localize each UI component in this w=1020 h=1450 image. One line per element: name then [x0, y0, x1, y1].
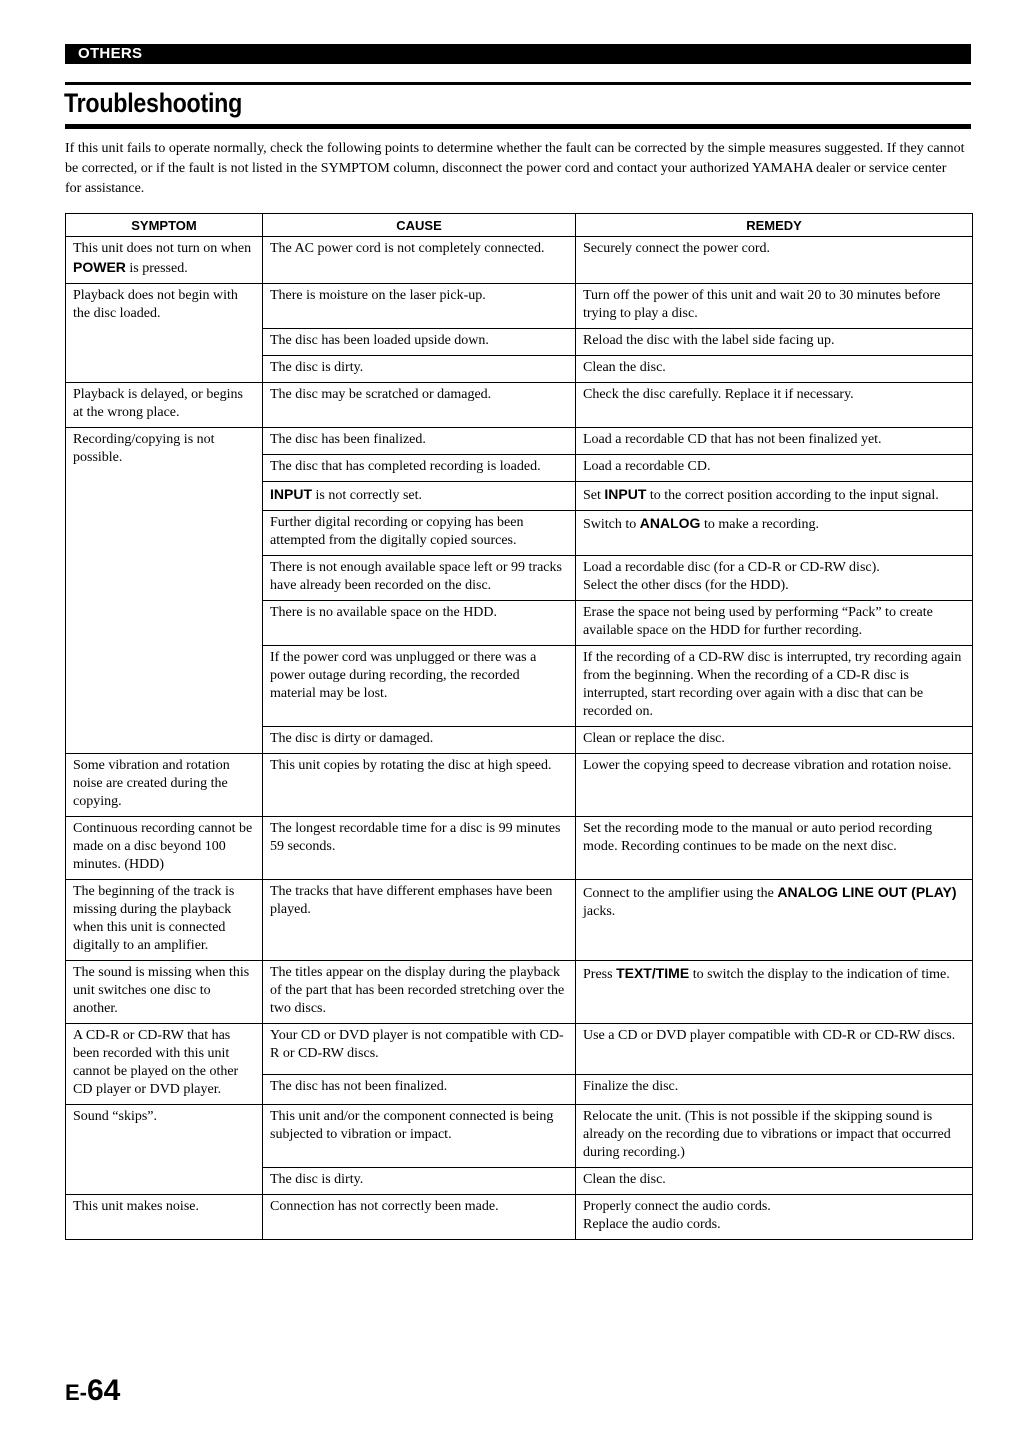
remedy-cell: Clean the disc. [576, 356, 973, 383]
symptom-cell: A CD-R or CD-RW that has been recorded with this unit cannot be played on the other CD player or DVD player. [66, 1024, 263, 1105]
table-row [66, 1024, 973, 1075]
remedy-cell: Clean or replace the disc. [576, 727, 973, 754]
table-row [66, 961, 973, 1024]
cause-cell: If the power cord was unplugged or there was a power outage during recording, the recorded material may be lost. [263, 646, 576, 727]
cause-cell: Your CD or DVD player is not compatible with CD-R or CD-RW discs. [263, 1024, 576, 1075]
remedy-cell: Properly connect the audio cords. Replace the audio cords. [576, 1195, 973, 1240]
remedy-cell: Securely connect the power cord. [576, 237, 973, 284]
table-row [66, 1195, 973, 1240]
page-title: Troubleshooting [64, 88, 243, 118]
cause-cell: This unit and/or the component connected is being subjected to vibration or impact. [263, 1105, 576, 1168]
table-row [66, 237, 973, 284]
cause-cell: The disc has not been finalized. [263, 1074, 576, 1104]
table-row [66, 880, 973, 961]
cause-cell: The disc is dirty or damaged. [263, 727, 576, 754]
symptom-cell: This unit does not turn on when POWER is pressed. [66, 237, 263, 284]
cause-cell: Further digital recording or copying has been attempted from the digitally copied sources. [263, 511, 576, 556]
remedy-cell: Load a recordable CD. [576, 455, 973, 482]
remedy-cell: Check the disc carefully. Replace it if necessary. [576, 383, 973, 428]
remedy-cell: Reload the disc with the label side facing up. [576, 329, 973, 356]
section-header-bar [65, 44, 971, 64]
remedy-cell: Set the recording mode to the manual or auto period recording mode. Recording continues to be made on the next disc. [576, 817, 973, 880]
symptom-cell: The beginning of the track is missing during the playback when this unit is connected digitally to an amplifier. [66, 880, 263, 961]
text-time-key-label: TEXT/TIME [616, 965, 690, 981]
remedy-cell: Relocate the unit. (This is not possible if the skipping sound is already on the recording due to vibrations or impact that occurred during recording.) [576, 1105, 973, 1168]
remedy-cell: Load a recordable disc (for a CD-R or CD-RW disc). Select the other discs (for the HDD). [576, 556, 973, 601]
remedy-cell: Connect to the amplifier using the ANALOG LINE OUT (PLAY) jacks. [576, 880, 973, 961]
remedy-cell: Switch to ANALOG to make a recording. [576, 511, 973, 556]
symptom-cell: Playback is delayed, or begins at the wrong place. [66, 383, 263, 428]
cause-cell: The AC power cord is not completely connected. [263, 237, 576, 284]
cause-cell: Connection has not correctly been made. [263, 1195, 576, 1240]
cause-cell: The longest recordable time for a disc is 99 minutes 59 seconds. [263, 817, 576, 880]
cause-cell: There is not enough available space left or 99 tracks have already been recorded on the disc. [263, 556, 576, 601]
symptom-cell: Continuous recording cannot be made on a disc beyond 100 minutes. (HDD) [66, 817, 263, 880]
remedy-cell: Erase the space not being used by performing “Pack” to create available space on the HDD for further recording. [576, 601, 973, 646]
remedy-cell: Press TEXT/TIME to switch the display to the indication of time. [576, 961, 973, 1024]
cause-cell: The tracks that have different emphases have been played. [263, 880, 576, 961]
symptom-cell: Sound “skips”. [66, 1105, 263, 1195]
intro-paragraph: If this unit fails to operate normally, check the following points to determine whether the fault can be corrected by the simple measures suggested. If they cannot be corrected, or if the fault is not listed in the SYMPTOM column, disconnect the power cord and contact your authorized YAMAHA dealer or service center for assistance. [65, 141, 965, 196]
analog-line-out-label: ANALOG LINE OUT (PLAY) [777, 884, 957, 900]
header-cause: CAUSE [263, 214, 576, 237]
table-row [66, 383, 973, 428]
table-row [66, 1105, 973, 1168]
title-bottom-rule [65, 124, 971, 129]
remedy-cell: If the recording of a CD-RW disc is interrupted, try recording again from the beginning. When the recording of a CD-R disc is interrupted, start recording over again with a disc that can be recorded on. [576, 646, 973, 727]
remedy-cell: Set INPUT to the correct position according to the input signal. [576, 482, 973, 511]
power-key-label: POWER [73, 259, 126, 275]
cause-cell: The disc is dirty. [263, 1168, 576, 1195]
remedy-cell: Load a recordable CD that has not been finalized yet. [576, 428, 973, 455]
remedy-cell: Use a CD or DVD player compatible with CD-R or CD-RW discs. [576, 1024, 973, 1075]
input-key-label: INPUT [604, 486, 647, 502]
cause-cell: The disc has been finalized. [263, 428, 576, 455]
cause-cell: The disc may be scratched or damaged. [263, 383, 576, 428]
table-row [66, 817, 973, 880]
table-row [66, 754, 973, 817]
cause-cell: The disc that has completed recording is loaded. [263, 455, 576, 482]
remedy-cell: Turn off the power of this unit and wait 20 to 30 minutes before trying to play a disc. [576, 284, 973, 329]
cause-cell: There is moisture on the laser pick-up. [263, 284, 576, 329]
table-row [66, 428, 973, 455]
cause-cell: There is no available space on the HDD. [263, 601, 576, 646]
remedy-cell: Clean the disc. [576, 1168, 973, 1195]
input-key-label: INPUT [270, 486, 312, 502]
header-remedy: REMEDY [576, 214, 973, 237]
title-top-rule [65, 82, 971, 85]
troubleshooting-table [65, 213, 973, 1240]
symptom-cell: Some vibration and rotation noise are created during the copying. [66, 754, 263, 817]
symptom-cell: This unit makes noise. [66, 1195, 263, 1240]
cause-cell: INPUT is not correctly set. [263, 482, 576, 511]
analog-key-label: ANALOG [639, 515, 701, 531]
symptom-cell: Recording/copying is not possible. [66, 428, 263, 754]
page-number [65, 1374, 120, 1408]
table-row [66, 284, 973, 329]
cause-cell: The disc is dirty. [263, 356, 576, 383]
cause-cell: The titles appear on the display during the playback of the part that has been recorded stretching over the two discs. [263, 961, 576, 1024]
section-label: OTHERS [78, 45, 143, 62]
cause-cell: The disc has been loaded upside down. [263, 329, 576, 356]
header-symptom: SYMPTOM [66, 214, 263, 237]
table-header-row [66, 214, 973, 237]
remedy-cell: Finalize the disc. [576, 1074, 973, 1104]
page-number-value: 64 [87, 1374, 121, 1407]
remedy-cell: Lower the copying speed to decrease vibration and rotation noise. [576, 754, 973, 817]
symptom-cell: Playback does not begin with the disc loaded. [66, 284, 263, 383]
symptom-cell: The sound is missing when this unit switches one disc to another. [66, 961, 263, 1024]
cause-cell: This unit copies by rotating the disc at high speed. [263, 754, 576, 817]
page-prefix: E- [65, 1380, 87, 1405]
